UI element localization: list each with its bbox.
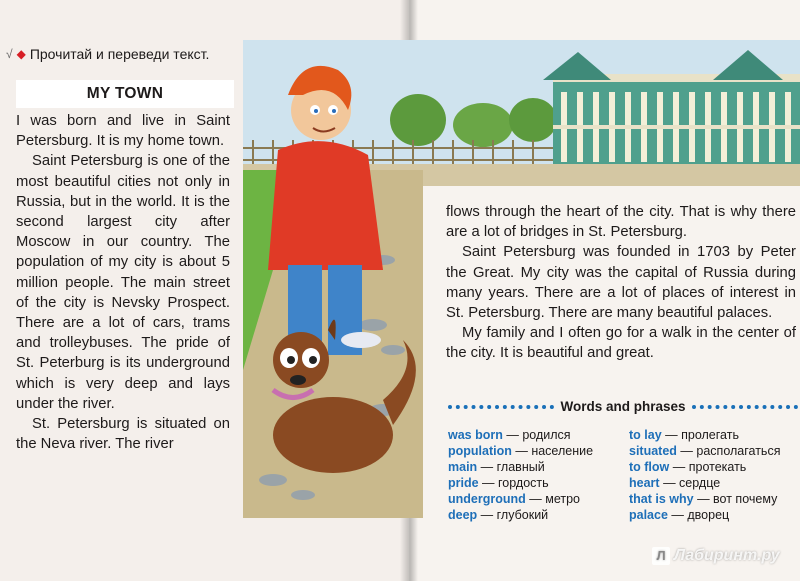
vocab-translation: — метро bbox=[529, 492, 580, 507]
vocab-item bbox=[448, 459, 628, 475]
dotted-rule bbox=[448, 405, 554, 409]
vocab-translation: — население bbox=[515, 444, 594, 459]
diamond-bullet-icon: ◆ bbox=[16, 47, 26, 61]
vocab-item bbox=[448, 491, 628, 507]
vocab-item bbox=[629, 491, 800, 507]
watermark-text: Лабиринт.ру bbox=[674, 547, 780, 564]
words-phrases-heading bbox=[448, 399, 798, 414]
vocab-translation: — протекать bbox=[672, 460, 747, 475]
page-title: MY TOWN bbox=[16, 80, 234, 108]
vocab-translation: — родился bbox=[506, 428, 571, 442]
vocab-item bbox=[629, 443, 800, 459]
vocab-term: population bbox=[448, 444, 512, 459]
vocab-term: palace bbox=[629, 508, 668, 523]
vocab-term: to flow bbox=[629, 460, 670, 475]
vocab-translation: — главный bbox=[480, 460, 545, 475]
vocab-term: was born bbox=[448, 428, 503, 442]
tree bbox=[453, 103, 513, 147]
tree bbox=[509, 98, 557, 142]
watermark bbox=[652, 547, 780, 565]
paragraph: flows through the heart of the city. That is why there are a lot of bridges in St. Petersburg. bbox=[446, 204, 796, 241]
vocab-translation: — дворец bbox=[671, 508, 730, 523]
paragraph: Saint Petersburg is one of the most beautiful cities not only in Russia, but in the world. It is the second largest city after Moscow in our country. The population of my city is about 5 million people. The main street of the city is Nevsky Prospect. There are a lot of cars, trams and trolleybuses. The pride of St. Peterburg is its underground which is very deep and lays under the river. bbox=[16, 153, 230, 412]
paragraph: My family and I often go for a walk in the center of the city. It is beautiful and great. bbox=[446, 325, 796, 362]
vocab-term: underground bbox=[448, 492, 526, 507]
vocab-translation: — глубокий bbox=[480, 508, 549, 523]
vocab-translation: — вот почему bbox=[697, 492, 778, 507]
instruction-text: Прочитай и переведи текст. bbox=[29, 46, 210, 62]
vocab-term: heart bbox=[629, 476, 660, 491]
paragraph: Saint Petersburg was founded in 1703 by Peter the Great. My city was the capital of Russia during many years. There are a lot of places of interest in St. Petersburg. There are many beautiful palaces. bbox=[446, 244, 796, 322]
vocab-translation: — располагаться bbox=[680, 444, 781, 459]
paragraph: I was born and live in Saint Petersburg. It is my home town. bbox=[16, 113, 230, 150]
vocab-term: situated bbox=[629, 444, 677, 459]
paragraph: St. Petersburg is situated on the Neva river. The river bbox=[16, 416, 230, 453]
vocab-translation: — гордость bbox=[482, 476, 549, 491]
vocab-item bbox=[448, 507, 628, 523]
vocab-term: that is why bbox=[629, 492, 694, 507]
vocab-translation: — сердце bbox=[663, 476, 721, 491]
vocab-item bbox=[629, 427, 800, 443]
dotted-rule bbox=[692, 405, 798, 409]
vocab-item bbox=[448, 475, 628, 491]
right-text-column bbox=[446, 202, 796, 364]
vocab-term: deep bbox=[448, 508, 478, 523]
vocab-term: pride bbox=[448, 476, 479, 491]
watermark-logo-icon: Л bbox=[652, 547, 670, 565]
vocab-translation: — пролегать bbox=[665, 428, 739, 442]
tree bbox=[390, 94, 446, 146]
left-text-column bbox=[16, 111, 230, 454]
vocab-item bbox=[629, 507, 800, 523]
vocab-term: to lay bbox=[629, 428, 662, 442]
vocabulary-list-left bbox=[448, 427, 628, 524]
vocab-item bbox=[448, 427, 628, 443]
exercise-instruction bbox=[6, 46, 209, 62]
words-phrases-title: Words and phrases bbox=[560, 399, 686, 414]
vocab-item bbox=[629, 459, 800, 475]
vocab-item bbox=[448, 443, 628, 459]
vocab-term: main bbox=[448, 460, 478, 475]
check-mark-icon: √ bbox=[6, 47, 13, 61]
vocabulary-list-right bbox=[629, 427, 800, 524]
vocab-item bbox=[629, 475, 800, 491]
